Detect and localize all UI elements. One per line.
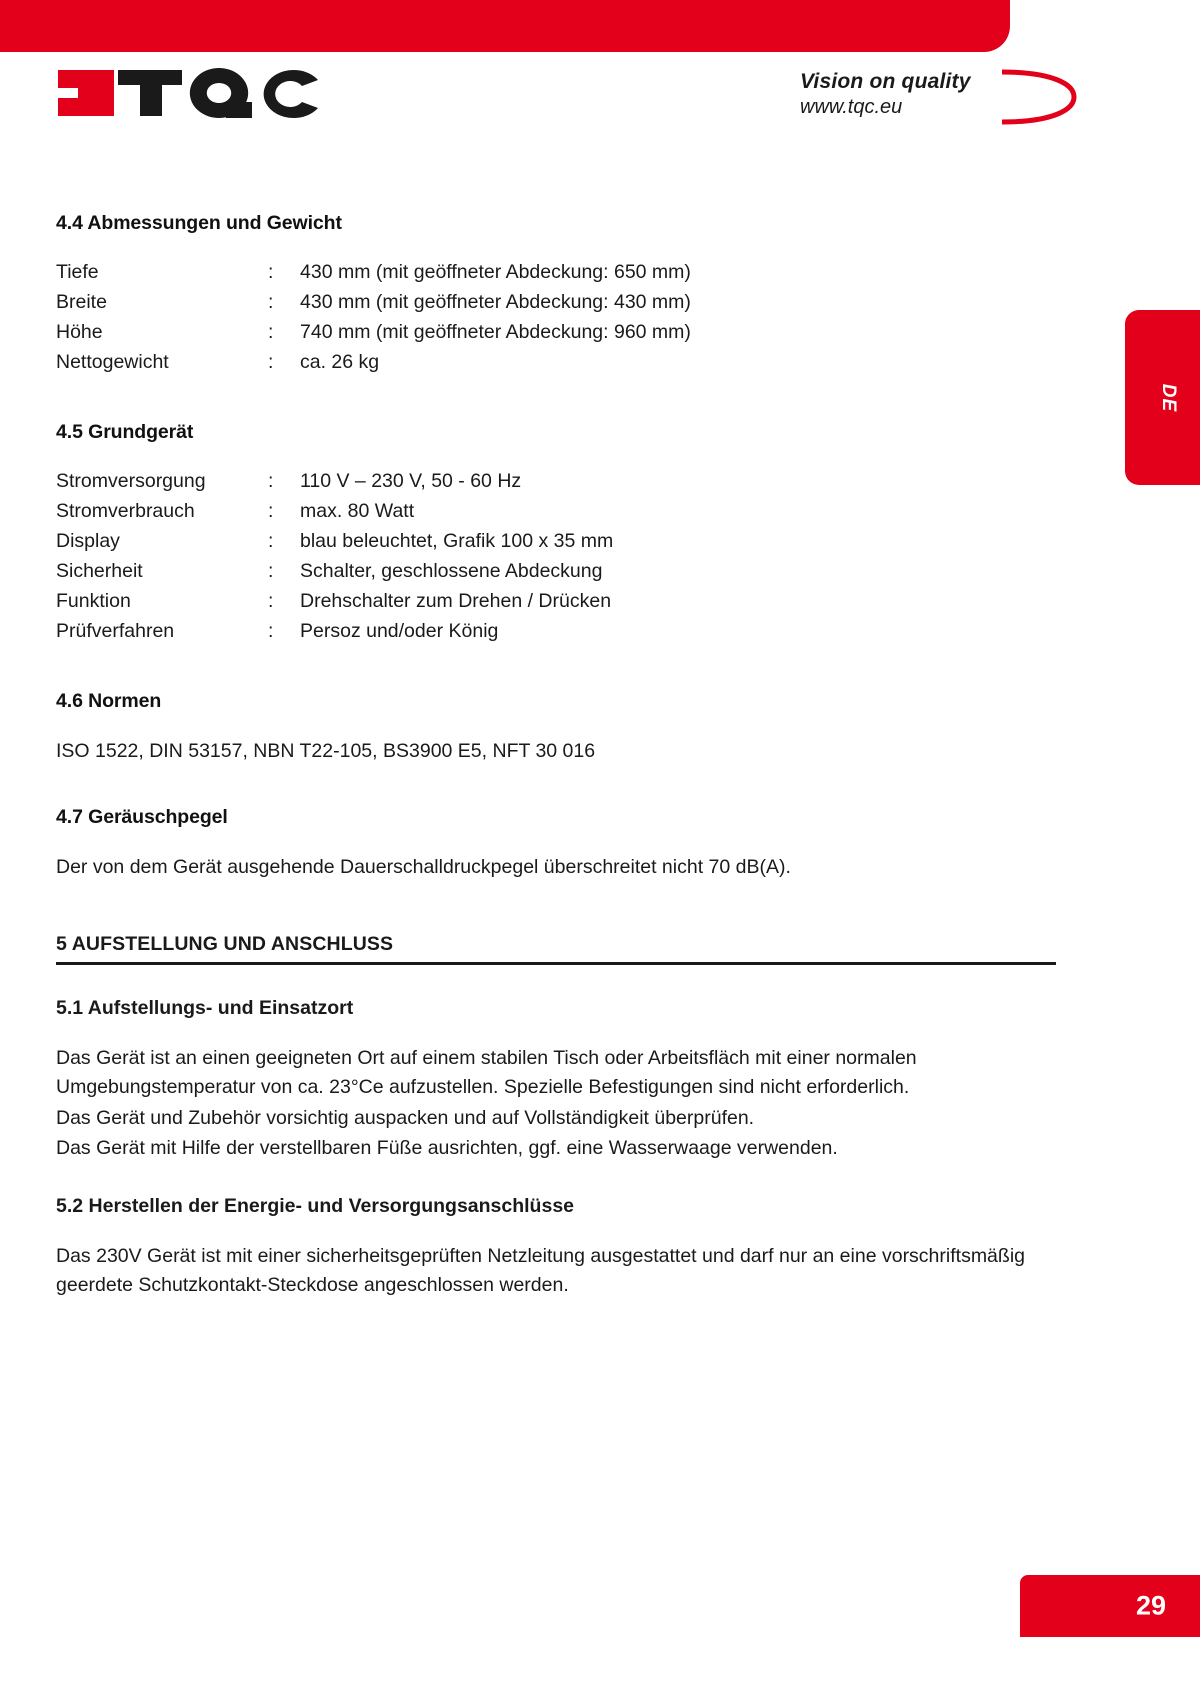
spec-label: Höhe [56, 321, 103, 343]
section-5-1-paragraph-2: Das Gerät und Zubehör vorsichtig auspacken und auf Vollständigkeit überprüfen. [56, 1106, 755, 1129]
spec-value: Drehschalter zum Drehen / Drücken [300, 590, 612, 612]
spec-value: Schalter, geschlossene Abdeckung [300, 560, 603, 582]
heading-5-1: 5.1 Aufstellungs- und Einsatzort [56, 997, 354, 1020]
table-row [56, 560, 613, 590]
standards-text: ISO 1522, DIN 53157, NBN T22-105, BS3900 E5, NFT 30 016 [56, 740, 596, 762]
language-tab-label: DE [1157, 383, 1179, 412]
table-row [56, 500, 613, 530]
table-row [56, 291, 691, 321]
website-text: www.tqc.eu [800, 96, 903, 118]
spec-label: Sicherheit [56, 560, 143, 582]
spec-value: 740 mm (mit geöffneter Abdeckung: 960 mm) [300, 321, 691, 343]
table-row [56, 321, 691, 351]
spec-label: Stromversorgung [56, 470, 206, 492]
spec-label: Funktion [56, 590, 131, 612]
spec-value: 110 V – 230 V, 50 - 60 Hz [300, 470, 522, 492]
swoosh-decoration [1000, 66, 1080, 128]
spec-colon: : [268, 470, 274, 492]
spec-colon: : [268, 351, 274, 373]
spec-colon: : [268, 530, 274, 552]
spec-value: Persoz und/oder König [300, 620, 499, 642]
spec-colon: : [268, 291, 274, 313]
spec-label: Breite [56, 291, 107, 313]
spec-colon: : [268, 261, 274, 283]
page-number-tab [1020, 1575, 1200, 1637]
spec-colon: : [268, 500, 274, 522]
heading-4-7: 4.7 Geräuschpegel [56, 805, 228, 828]
table-row [56, 590, 613, 620]
section-5-1-paragraph-1: Das Gerät ist an einen geeigneten Ort auf einem stabilen Tisch oder Arbeitsfläch mit einer normalen Umgebungstemperatur von ca. 23°Ce aufzustellen. Spezielle Befestigungen sind nicht erforderlich. [56, 1047, 917, 1098]
spec-colon: : [268, 321, 274, 343]
dimensions-table [56, 261, 691, 381]
table-row [56, 261, 691, 291]
spec-label: Prüfverfahren [56, 620, 175, 642]
section-5-2-paragraph-1: Das 230V Gerät ist mit einer sicherheitsgeprüften Netzleitung ausgestattet und darf nur an eine vorschriftsmäßig geerdete Schutzkontakt-Steckdose angeschlossen werden. [56, 1244, 1025, 1296]
heading-5: 5 AUFSTELLUNG UND ANSCHLUSS [56, 933, 394, 956]
table-row [56, 470, 613, 500]
spec-label: Tiefe [56, 261, 99, 283]
spec-value: 430 mm (mit geöffneter Abdeckung: 650 mm) [300, 261, 691, 283]
spec-value: 430 mm (mit geöffneter Abdeckung: 430 mm) [300, 291, 691, 313]
heading-4-6: 4.6 Normen [56, 690, 162, 712]
spec-label: Stromverbrauch [56, 500, 195, 522]
page-number: 29 [1135, 1590, 1166, 1621]
spec-value: blau beleuchtet, Grafik 100 x 35 mm [300, 530, 614, 552]
spec-colon: : [268, 620, 274, 642]
section-5-1-paragraph-3: Das Gerät mit Hilfe der verstellbaren Füße ausrichten, ggf. eine Wasserwaage verwenden. [56, 1137, 838, 1160]
heading-divider [56, 962, 1056, 965]
spec-colon: : [268, 560, 274, 582]
heading-5-2: 5.2 Herstellen der Energie- und Versorgungsanschlüsse [56, 1194, 575, 1217]
tqc-logo [56, 62, 326, 124]
spec-label: Nettogewicht [56, 351, 169, 373]
spec-label: Display [56, 530, 120, 552]
tagline-text: Vision on quality [800, 70, 971, 93]
base-unit-table [56, 470, 613, 650]
spec-value: max. 80 Watt [300, 500, 415, 522]
heading-4-5: 4.5 Grundgerät [56, 421, 194, 443]
chapter-5-block [56, 933, 1096, 965]
page-content [56, 212, 1096, 1299]
language-tab-de [1125, 310, 1200, 485]
spec-colon: : [268, 590, 274, 612]
heading-4-4: 4.4 Abmessungen und Gewicht [56, 212, 342, 234]
spec-value: ca. 26 kg [300, 351, 380, 373]
table-row [56, 530, 613, 560]
table-row [56, 620, 613, 650]
table-row [56, 351, 691, 381]
header-red-bar [0, 0, 1010, 52]
noise-text: Der von dem Gerät ausgehende Dauerschalldruckpegel überschreitet nicht 70 dB(A). [56, 855, 791, 878]
